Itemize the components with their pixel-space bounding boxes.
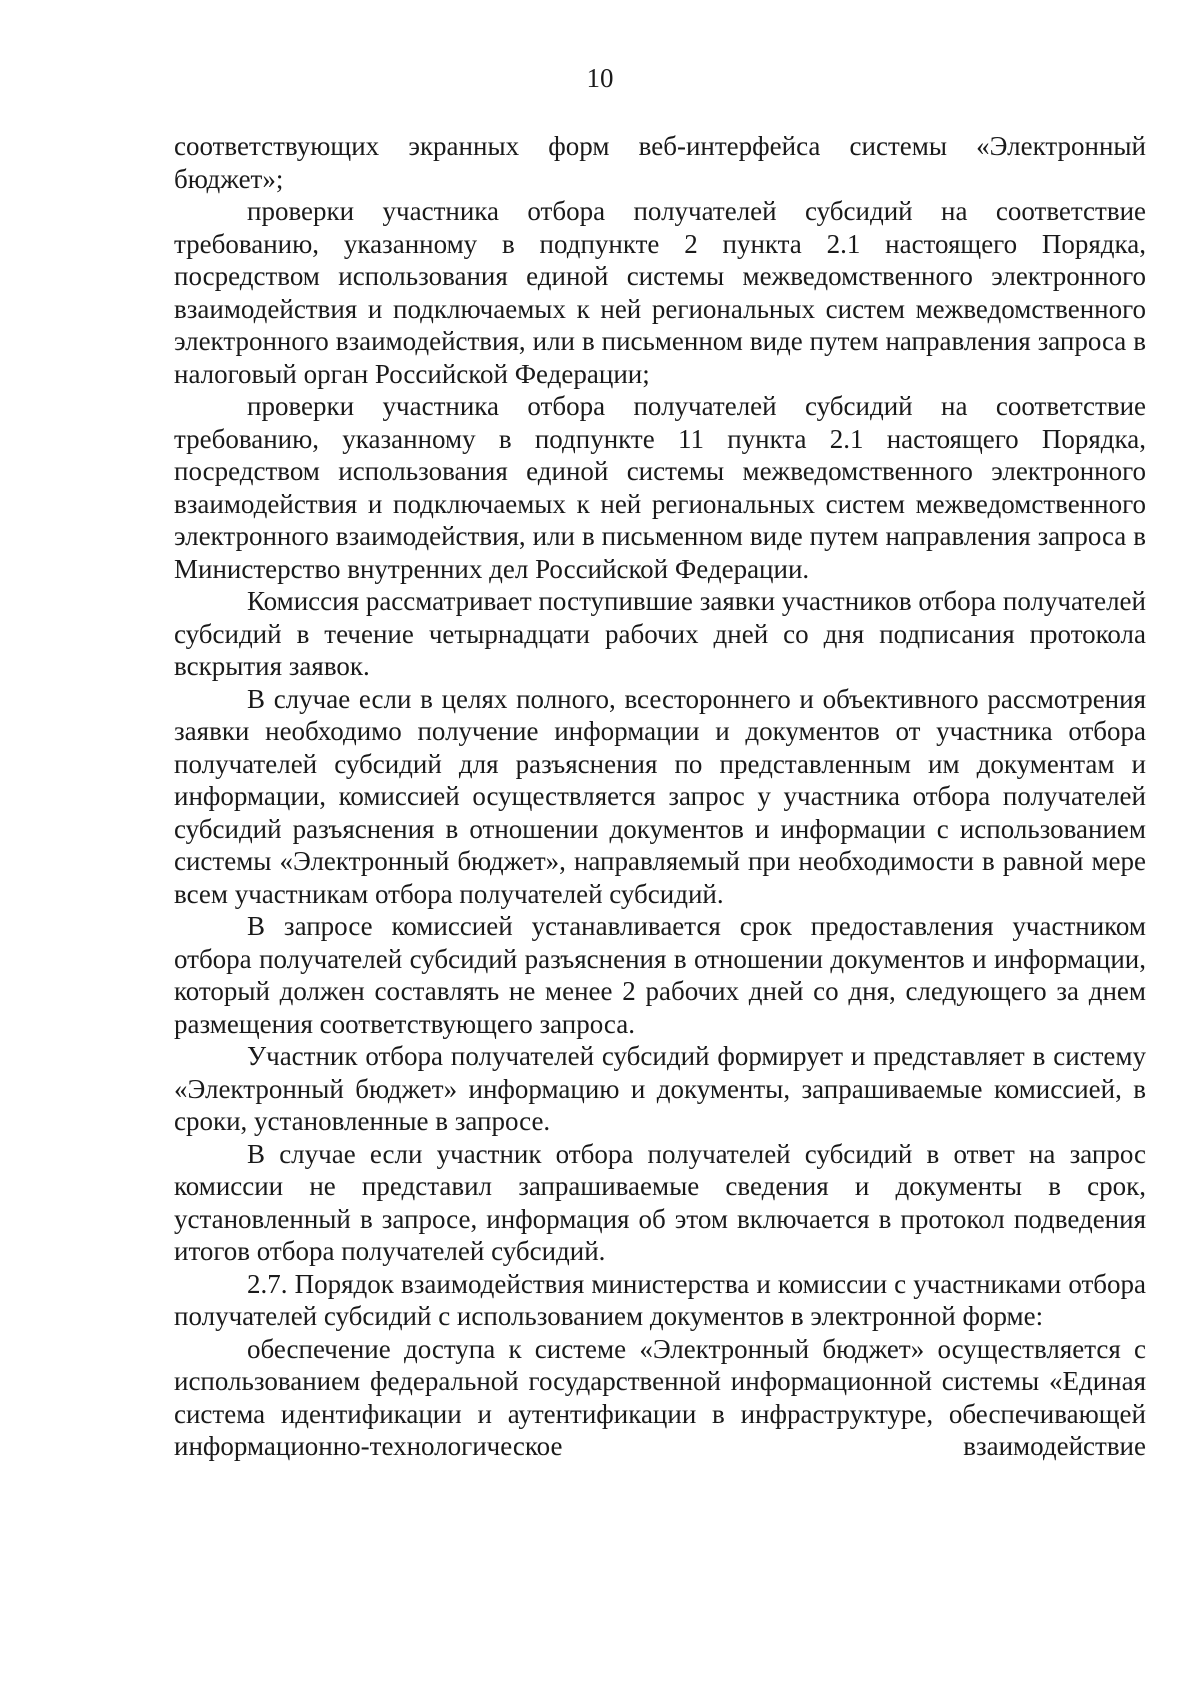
paragraph-section-2-7: 2.7. Порядок взаимодействия министерства и комиссии с участниками отбора получателей субсидий с использованием документов в электронной форме: [174, 1268, 1146, 1331]
paragraph-clarification-request: В случае если в целях полного, всестороннего и объективного рассмотрения заявки необходимо получение информации и документов от участника отбора получателей субсидий для разъяснения по представленным им документам и информации, комиссией осуществляется запрос у участника отбора получателей субсидий разъяснения в отношении документов и информации с использованием системы «Электронный бюджет», направляемый при необходимости в равной мере всем участникам отбора получателей субсидий. [174, 683, 1146, 909]
paragraph-commission-review: Комиссия рассматривает поступившие заявки участников отбора получателей субсидий в течение четырнадцати рабочих дней со дня подписания протокола вскрытия заявок. [174, 586, 1146, 681]
paragraph-access-provision: обеспечение доступа к системе «Электронный бюджет» осуществляется с использованием федеральной государственной информационной системы «Единая система идентификации и аутентификации в инфраструктуре, обеспечивающей информационно-технологическое взаимодействие [174, 1333, 1146, 1461]
paragraph-tax-check: проверки участника отбора получателей субсидий на соответствие требованию, указанному в подпункте 2 пункта 2.1 настоящего Порядка, посредством использования единой системы межведомственного электронного взаимодействия и подключаемых к ней региональных систем межведомственного электронного взаимодействия, или в письменном виде путем направления запроса в налоговый орган Российской Федерации; [174, 196, 1146, 389]
paragraph-participant-submission: Участник отбора получателей субсидий формирует и представляет в систему «Электронный бюджет» информацию и документы, запрашиваемые комиссией, в сроки, установленные в запросе. [174, 1041, 1146, 1136]
page-number: 10 [586, 63, 614, 93]
paragraph-request-deadline: В запросе комиссией устанавливается срок предоставления участником отбора получателей субсидий разъяснения в отношении документов и информации, который должен составлять не менее 2 рабочих дней со дня, следующего за днем размещения соответствующего запроса. [174, 911, 1146, 1039]
paragraph-no-response: В случае если участник отбора получателей субсидий в ответ на запрос комиссии не представил запрашиваемые сведения и документы в срок, установленный в запросе, информация об этом включается в протокол подведения итогов отбора получателей субсидий. [174, 1138, 1146, 1266]
paragraph-mvd-check: проверки участника отбора получателей субсидий на соответствие требованию, указанному в подпункте 11 пункта 2.1 настоящего Порядка, посредством использования единой системы межведомственного электронного взаимодействия и подключаемых к ней региональных систем межведомственного электронного взаимодействия, или в письменном виде путем направления запроса в Министерство внутренних дел Российской Федерации. [174, 391, 1146, 584]
paragraph-continuation: соответствующих экранных форм веб-интерфейса системы «Электронный бюджет»; [174, 131, 1146, 194]
document-body [174, 130, 1146, 1463]
